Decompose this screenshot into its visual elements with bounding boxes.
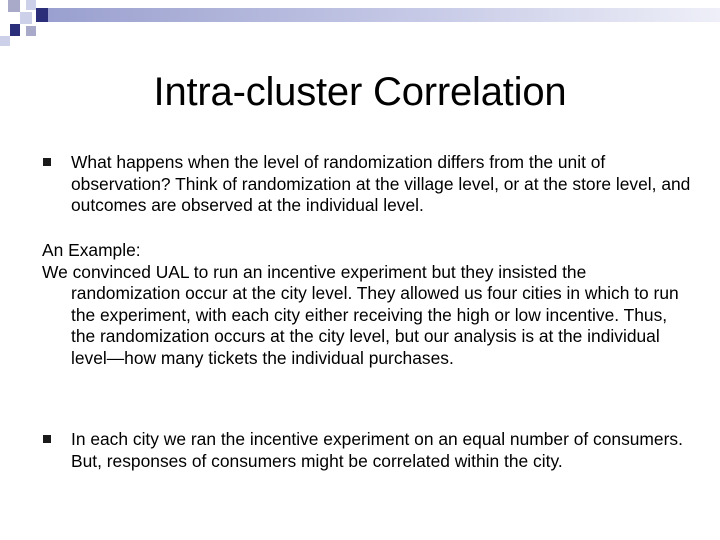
deco-square bbox=[8, 0, 20, 12]
bullet-item bbox=[42, 429, 692, 472]
deco-square bbox=[20, 12, 32, 24]
slide-title: Intra-cluster Correlation bbox=[153, 70, 567, 114]
bullet-item bbox=[42, 152, 692, 217]
header-gradient-bar bbox=[48, 8, 720, 22]
deco-square bbox=[26, 26, 36, 36]
example-heading: An Example: bbox=[42, 240, 141, 260]
example-block bbox=[42, 240, 692, 369]
deco-square bbox=[0, 36, 10, 46]
square-bullet-icon bbox=[43, 158, 51, 166]
deco-square bbox=[26, 0, 36, 10]
deco-square bbox=[10, 24, 20, 36]
square-bullet-icon bbox=[43, 435, 51, 443]
deco-square bbox=[36, 8, 48, 22]
bullet-text: What happens when the level of randomization differs from the unit of observation? Think of randomization at the village level, or at the store level, and outcomes are observed at the individual level. bbox=[71, 152, 691, 215]
example-paragraph: We convinced UAL to run an incentive experiment but they insisted the randomization occur at the city level. They allowed us four cities in which to run the experiment, with each city either receiving the high or low incentive. Thus, the randomization occurs at the city level, but our analysis is at the individual level—how many tickets the individual purchases. bbox=[42, 261, 679, 368]
bullet-text: In each city we ran the incentive experiment on an equal number of consumers. But, responses of consumers might be correlated within the city. bbox=[71, 429, 683, 471]
